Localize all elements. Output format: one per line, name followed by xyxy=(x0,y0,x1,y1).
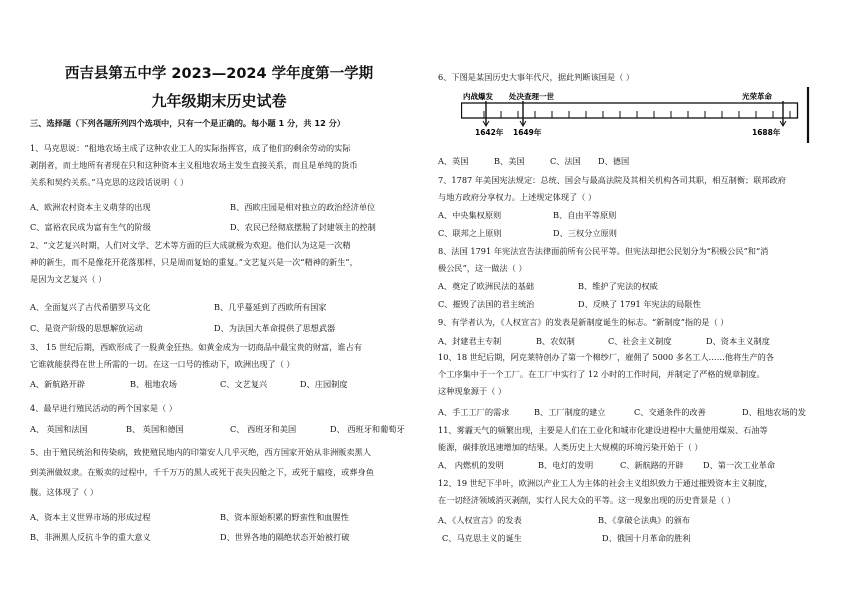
option-d[interactable]: D、世界各地的隔绝状态开始被打破 xyxy=(220,532,350,542)
option-c[interactable]: C、社会主义制度 xyxy=(608,336,672,346)
question-text: 这种现象源于（ ） xyxy=(438,386,507,396)
question-text: 剥削者，而土地所有者现在只和这种资本主义租地农场主发生直接关系，而且是单纯的货币 xyxy=(30,160,358,170)
option-d[interactable]: D、第一次工业革命 xyxy=(703,460,776,470)
question-text: 12、19 世纪下半叶，欧洲以产业工人为主体的社会主义组织致力于通过摧毁资本主义制度， xyxy=(438,478,773,488)
question-text: 神的新生，而不是像花开花落那样，只是周而复始的重复。”文艺复兴是一次“精神的新生”， xyxy=(30,257,358,267)
question-text: 关系和契约关系。”马克思的这段话说明（ ） xyxy=(30,177,189,187)
left-column xyxy=(30,0,408,610)
question-text: 11、雾霾天气的频繁出现，主要是人们在工业化和城市化建设进程中大量使用煤炭、石油等 xyxy=(438,425,768,435)
option-b[interactable]: B、工厂制度的建立 xyxy=(534,407,606,417)
option-d[interactable]: D、资本主义制度 xyxy=(706,336,770,346)
option-b[interactable]: B、租地农场 xyxy=(130,379,177,389)
option-a[interactable]: A、全面复兴了古代希腊罗马文化 xyxy=(30,302,151,312)
question-text: 能源，碳排放迅速增加的结果。人类历史上大规模的环境污染开始于（ ） xyxy=(438,442,703,452)
question-text: 极公民”，这一做法（ ） xyxy=(438,263,527,273)
option-c[interactable]: C、摧毁了法国的君主统治 xyxy=(438,299,535,309)
question-text: 到美洲做奴隶。在贩卖的过程中，千千万万的黑人或死于丧失囚舱之下，或死于瘟疫，或葬身鱼 xyxy=(30,467,374,477)
option-c[interactable]: B、非洲黑人反抗斗争的重大意义 xyxy=(30,532,151,542)
option-b[interactable]: B、西欧庄园是相对独立的政治经济单位 xyxy=(230,202,376,212)
option-c[interactable]: C、交通条件的改善 xyxy=(634,407,706,417)
option-d[interactable]: D、反映了 1791 年宪法的局限性 xyxy=(578,299,701,309)
event-label-civil-war: 内战爆发 xyxy=(463,92,493,101)
question-text: 在一切经济领域消灭剥削，实行人民大众的平等。这一现象出现的历史背景是（ ） xyxy=(438,495,736,505)
option-d[interactable]: D、俄国十月革命的胜利 xyxy=(602,533,691,543)
option-b[interactable]: B、自由平等原则 xyxy=(553,210,617,220)
option-c[interactable]: C、是资产阶级的思想解放运动 xyxy=(30,323,143,333)
question-text: 它谁就能获得在世上所需的一切。在这一口号的推动下，欧洲出现了（ ） xyxy=(30,359,295,369)
option-b[interactable]: B、美国 xyxy=(494,156,525,166)
option-d[interactable]: D、庄园制度 xyxy=(300,379,348,389)
option-a[interactable]: A、欧洲农村资本主义萌芽的出现 xyxy=(30,202,151,212)
option-b[interactable]: B、几乎蔓延到了西欧所有国家 xyxy=(214,302,327,312)
option-a[interactable]: A、奠定了欧洲民法的基础 xyxy=(438,281,534,291)
question-text: 与地方政府分享权力。上述规定体现了（ ） xyxy=(438,192,597,202)
option-d[interactable]: D、德国 xyxy=(598,156,630,166)
option-b[interactable]: B、资本原始积累的野蛮性和血腥性 xyxy=(220,512,349,522)
question-text: 个工序集中于一个工厂。在工厂中实行了 12 小时的工作时间，并制定了严格的规章制度。 xyxy=(438,369,765,379)
event-label-glorious-revolution: 光荣革命 xyxy=(742,92,772,101)
option-d[interactable]: D、租地农场的发 xyxy=(742,407,806,417)
question-text: 9、有学者认为，《人权宣言》的发表是新制度诞生的标志。“新制度”指的是（ ） xyxy=(438,317,729,327)
option-c[interactable]: C、法国 xyxy=(550,156,581,166)
option-d[interactable]: D、为法国大革命提供了思想武器 xyxy=(214,323,336,333)
option-b[interactable]: B、电灯的发明 xyxy=(538,460,594,470)
question-text: 2、“文艺复兴时期，人们对文学、艺术等方面的巨大成就极为欢迎。他们认为这是一次精 xyxy=(30,240,351,250)
timeline-figure xyxy=(461,87,818,145)
year-label-1642: 1642年 xyxy=(475,128,504,137)
option-d[interactable]: D、农民已经彻底摆脱了封建领主的控制 xyxy=(230,222,376,232)
question-text: 1、马克思说：“租地农场主成了这种农业工人的实际指挥官，成了他们的剩余劳动的实际 xyxy=(30,143,351,153)
question-text: 10、18 世纪后期，阿克莱特创办了第一个棉纱厂，雇佣了 5000 多名工人……他将生产的各 xyxy=(438,352,775,362)
question-text: 是因为文艺复兴（ ） xyxy=(30,274,107,284)
option-a[interactable]: A、英国 xyxy=(438,156,469,166)
option-c[interactable]: C、联邦之上原则 xyxy=(438,228,502,238)
question-text: 5、由于殖民统治和传染病，致使殖民地内的印第安人几乎灭绝，西方国家开始从非洲贩卖黑人 xyxy=(30,447,371,457)
right-column xyxy=(438,0,838,610)
year-label-1688: 1688年 xyxy=(752,128,781,137)
question-text: 腹。这体现了（ ） xyxy=(30,487,99,497)
option-d[interactable]: D、 西班牙和葡萄牙 xyxy=(330,424,405,434)
option-d[interactable]: D、三权分立原则 xyxy=(553,228,617,238)
option-a[interactable]: A、《人权宣言》的发表 xyxy=(438,515,522,525)
option-a[interactable]: A、新航路开辟 xyxy=(30,379,86,389)
question-text: 6、下图是某国历史大事年代尺，据此判断该国是（ ） xyxy=(438,72,635,82)
timeline-bar xyxy=(462,103,798,118)
option-b[interactable]: B、维护了宪法的权威 xyxy=(578,281,658,291)
option-a[interactable]: A、资本主义世界市场的形成过程 xyxy=(30,512,151,522)
option-b[interactable]: B、农奴制 xyxy=(536,336,575,346)
event-label-execution: 处决查理一世 xyxy=(509,92,554,101)
option-c[interactable]: C、富裕农民成为富有生气的阶级 xyxy=(30,222,151,232)
option-a[interactable]: A、 内燃机的发明 xyxy=(438,460,504,470)
option-a[interactable]: A、手工工厂的需求 xyxy=(438,407,510,417)
option-c[interactable]: C、 西班牙和美国 xyxy=(230,424,297,434)
option-b[interactable]: B、 英国和德国 xyxy=(126,424,184,434)
option-c[interactable]: C、新航路的开辟 xyxy=(620,460,684,470)
option-c[interactable]: C、文艺复兴 xyxy=(220,379,268,389)
question-text: 8、法国 1791 年宪法宣告法律面前所有公民平等。但宪法却把公民划分为“积极公民”和“消 xyxy=(438,246,769,256)
year-label-1649: 1649年 xyxy=(513,128,542,137)
exam-subtitle: 九年级期末历史试卷 xyxy=(151,92,287,110)
option-a[interactable]: A、封建君主专制 xyxy=(438,336,502,346)
question-text: 7、1787 年美国宪法规定：总统、国会与最高法院及其相关机构各司其职，相互制衡；联邦政府 xyxy=(438,175,786,185)
exam-title: 西吉县第五中学 2023—2024 学年度第一学期 xyxy=(64,66,374,82)
question-text: 3、 15 世纪后期，西欧形成了一股黄金狂热。如黄金成为一切商品中最宝贵的财富，谁占有 xyxy=(30,342,362,352)
option-b[interactable]: B、《拿破仑法典》的颁布 xyxy=(598,515,690,525)
question-text: 4、最早进行殖民活动的两个国家是（ ） xyxy=(30,403,177,413)
section-heading: 三、选择题（下列各题所列四个选项中，只有一个是正确的。每小题 1 分，共 12 分） xyxy=(30,118,346,128)
option-a[interactable]: A、 英国和法国 xyxy=(30,424,88,434)
option-c[interactable]: C、马克思主义的诞生 xyxy=(442,533,522,543)
option-a[interactable]: A、中央集权原则 xyxy=(438,210,502,220)
